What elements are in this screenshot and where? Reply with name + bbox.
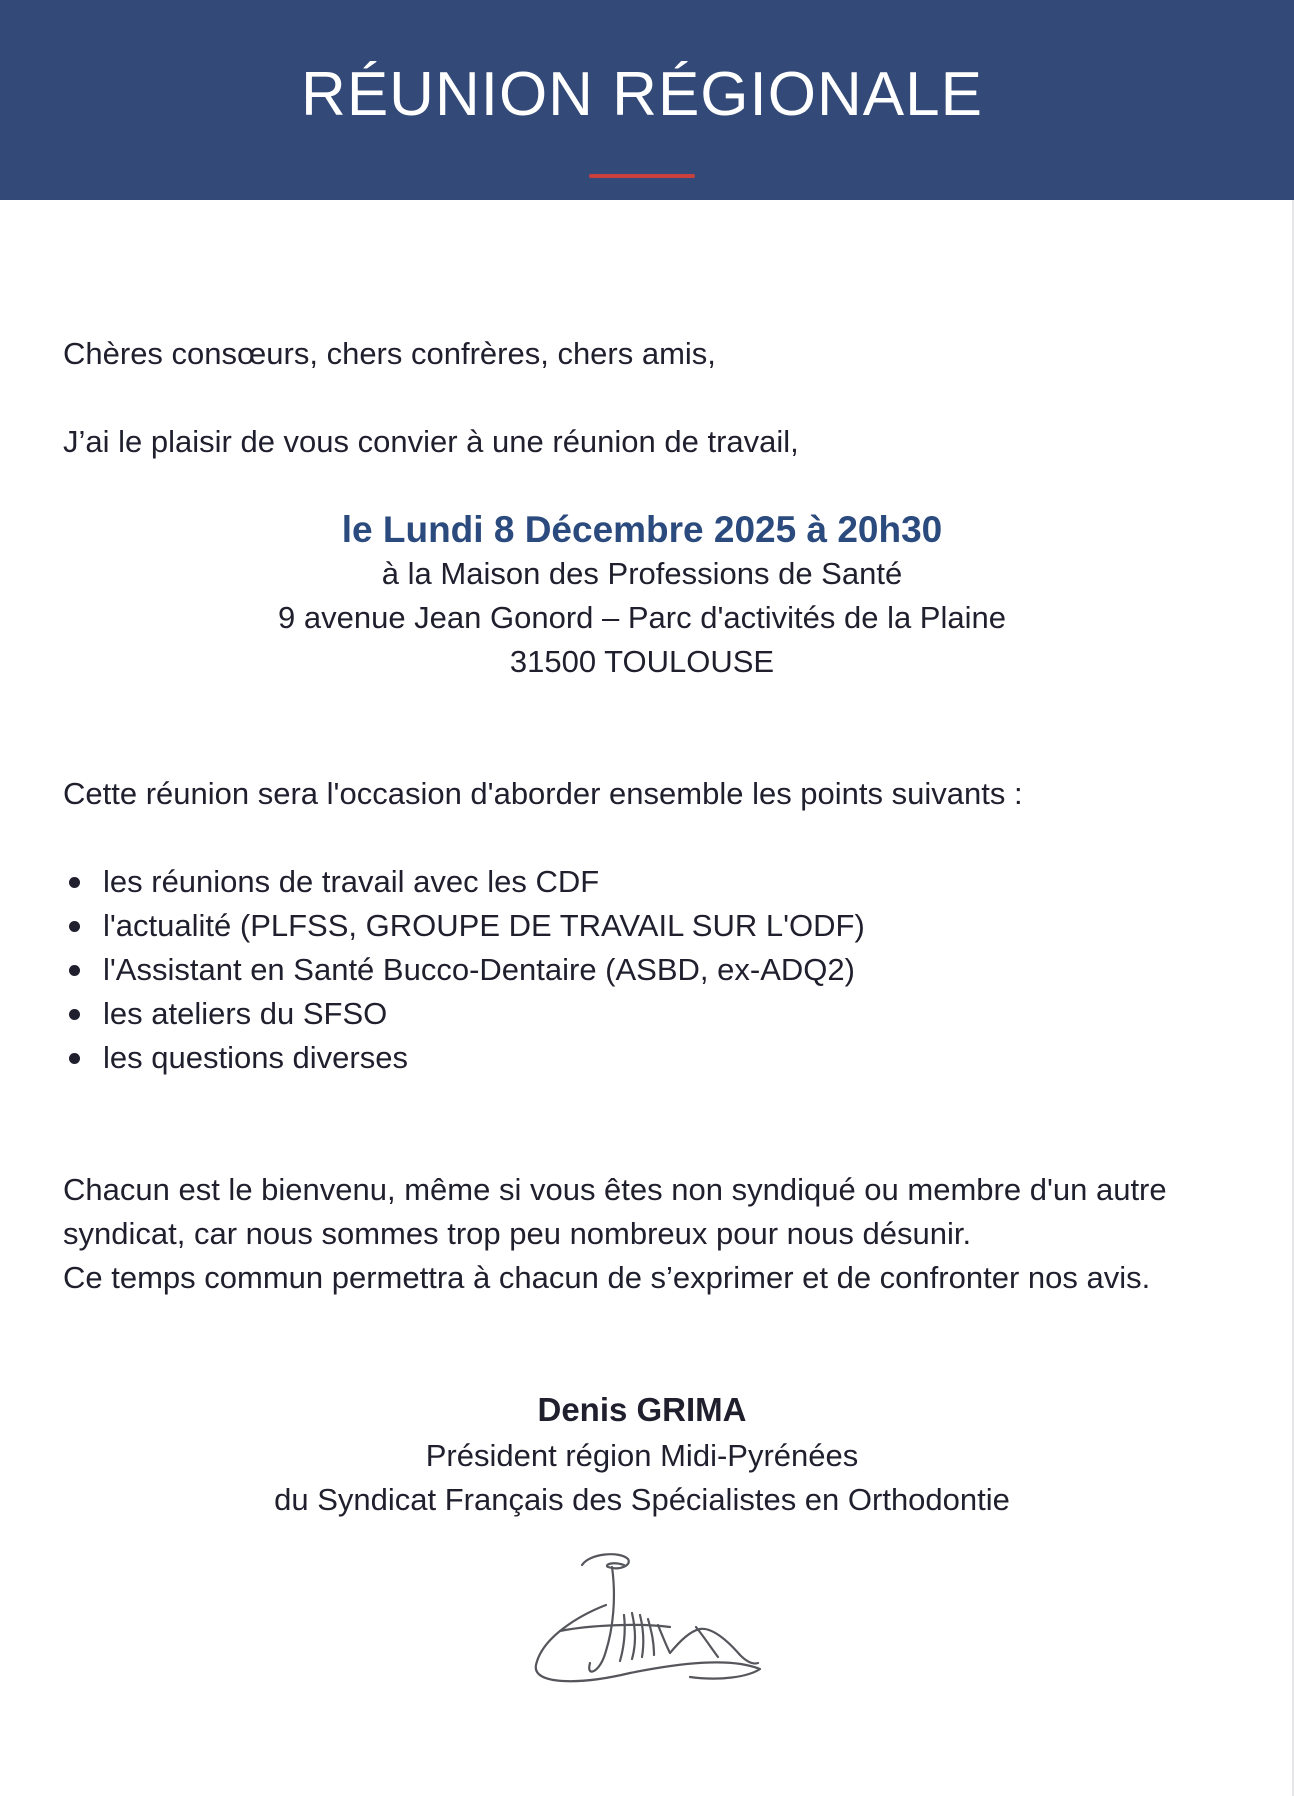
closing-line-3: Ce temps commun permettra à chacun de s’exprimer et de confronter nos avis.: [63, 1260, 1151, 1295]
page-title: RÉUNION RÉGIONALE: [301, 60, 983, 129]
agenda-item-text: les questions diverses: [103, 1040, 408, 1075]
agenda-list: [63, 860, 865, 1080]
closing-line-1: Chacun est le bienvenu, même si vous êtes non syndiqué ou membre d'un autre: [63, 1172, 1167, 1207]
bullet-icon: [69, 877, 80, 888]
agenda-intro: Cette réunion sera l'occasion d'aborder ensemble les points suivants :: [63, 776, 1023, 811]
signer-title-line2: du Syndicat Français des Spécialistes en Orthodontie: [274, 1482, 1010, 1517]
bullet-icon: [69, 1053, 80, 1064]
list-item: [63, 1036, 865, 1080]
agenda-item-text: l'actualité (PLFSS, GROUPE DE TRAVAIL SUR L'ODF): [103, 908, 865, 943]
list-item: [63, 860, 865, 904]
signer-title-line1: Président région Midi-Pyrénées: [425, 1438, 859, 1473]
bullet-icon: [69, 1009, 80, 1020]
event-date: le Lundi 8 Décembre 2025 à 20h30: [341, 509, 943, 550]
bullet-icon: [69, 921, 80, 932]
list-item: [63, 904, 865, 948]
list-item: [63, 948, 865, 992]
salutation: Chères consœurs, chers confrères, chers amis,: [63, 336, 716, 371]
intro-text: J’ai le plaisir de vous convier à une réunion de travail,: [63, 424, 799, 459]
event-venue: à la Maison des Professions de Santé: [381, 556, 903, 591]
signer-name: Denis GRIMA: [537, 1391, 747, 1428]
agenda-item-text: les ateliers du SFSO: [103, 996, 388, 1031]
header-banner: [0, 0, 1294, 200]
handwritten-signature-icon: [520, 1545, 770, 1695]
title-underline: [589, 174, 695, 178]
event-address: 9 avenue Jean Gonord – Parc d'activités de la Plaine: [278, 600, 1006, 635]
bullet-icon: [69, 965, 80, 976]
list-item: [63, 992, 865, 1036]
agenda-item-text: l'Assistant en Santé Bucco-Dentaire (ASBD, ex-ADQ2): [103, 952, 855, 987]
agenda-item-text: les réunions de travail avec les CDF: [103, 864, 600, 899]
closing-line-2: syndicat, car nous sommes trop peu nombreux pour nous désunir.: [63, 1216, 972, 1251]
event-city: 31500 TOULOUSE: [509, 644, 775, 679]
